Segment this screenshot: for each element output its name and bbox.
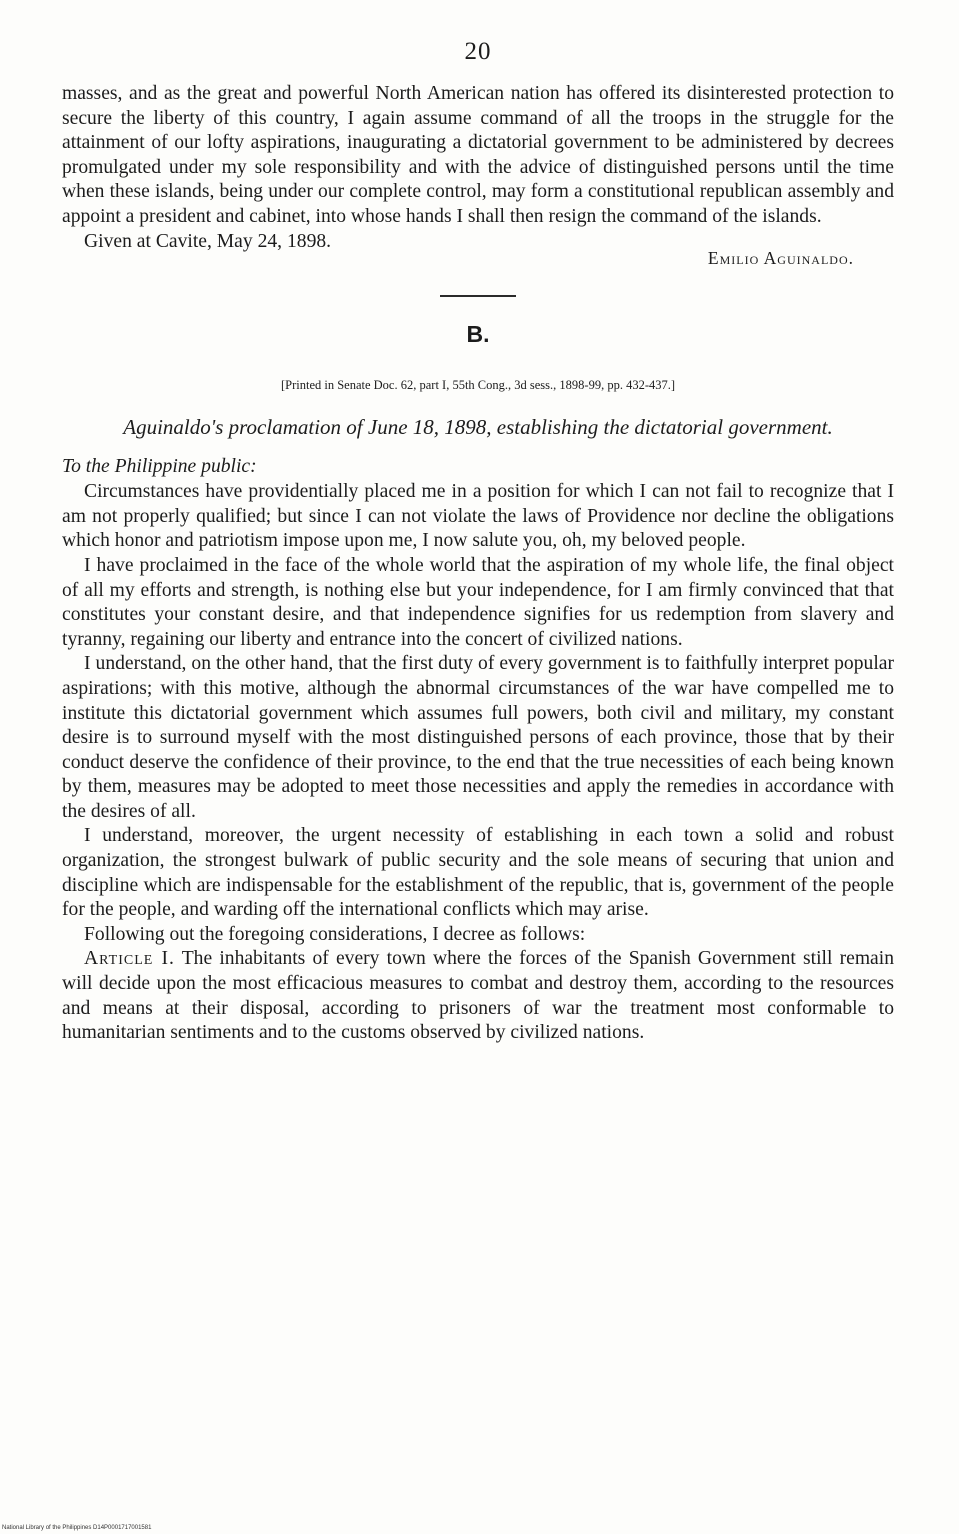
continued-paragraph: masses, and as the great and powerful North American nation has offered its disinterested protection to secure the liberty of this country, I again assume command of all the troops in the struggle for the attainment of our lofty aspirations, inaugurating a dictatorial government to be administered by decrees promulgated under my sole responsibility and with the advice of distinguished persons until the time when these islands, being under our complete control, may form a constitutional republican assembly and appoint a president and cabinet, into whose hands I shall then resign the command of the islands. <box>62 83 894 227</box>
section-divider <box>440 295 516 297</box>
source-note: [Printed in Senate Doc. 62, part I, 55th Cong., 3d sess., 1898-99, pp. 432-437.] <box>280 378 676 393</box>
proclamation-title: Aguinaldo's proclamation of June 18, 1898, establishing the dictatorial government. <box>123 415 833 440</box>
section-heading: B. <box>466 321 490 348</box>
article-paragraph <box>62 947 894 1045</box>
body-paragraph: Following out the foregoing considerations, I decree as follows: <box>84 923 586 945</box>
article-text: The inhabitants of every town where the forces of the Spanish Government still remain will decide upon the most efficacious measures to combat and destroy them, according to the resources and means at their disposal, according to prisoners of war the treatment most conformable to humanitarian sentiments and to the customs observed by civilized nations. <box>62 948 894 1044</box>
given-at-line: Given at Cavite, May 24, 1898. <box>84 230 332 252</box>
body-paragraph: I have proclaimed in the face of the whole world that the aspiration of my whole life, the final object of all my efforts and strength, is nothing else but your independence, for I am firmly convinced that that constitutes your constant desire, and that independence signifies for us redemption from slavery and tyranny, regaining our liberty and entrance into the concert of civilized nations. <box>62 554 894 650</box>
body-paragraph: I understand, on the other hand, that the first duty of every government is to faithfully interpret popular aspirations; with this motive, although the abnormal circumstances of the war have compelled me to institute this dictatorial government which assumes full powers, both civil and military, my constant desire is to surround myself with the most distinguished persons of each province, those that by their conduct deserve the confidence of their province, to the end that the true necessities of each being known by them, measures may be adopted to meet those necessities and apply the remedies in accordance with the desires of all. <box>62 653 894 822</box>
body-paragraph: Circumstances have providentially placed me in a position for which I can not fail to recognize that I am not properly qualified; but since I can not violate the laws of Providence nor decline the obligations which honor and patriotism impose upon me, I now salute you, oh, my beloved people. <box>62 481 894 552</box>
body-paragraph: I understand, moreover, the urgent necessity of establishing in each town a solid and robust organization, the strongest bulwark of public security and the sole means of securing that union and discipline which are indispensable for the establishment of the republic, that is, government of the people for the people, and warding off the international conflicts which may arise. <box>62 825 894 921</box>
document-page <box>62 38 894 1046</box>
page-number: 20 <box>464 38 492 65</box>
salutation: To the Philippine public: <box>62 456 257 478</box>
signature: Emilio Aguinaldo. <box>707 248 854 269</box>
footer-credit: National Library of the Philippines D14P0001717001581 <box>2 1525 152 1531</box>
article-label: Article I. <box>84 948 175 970</box>
